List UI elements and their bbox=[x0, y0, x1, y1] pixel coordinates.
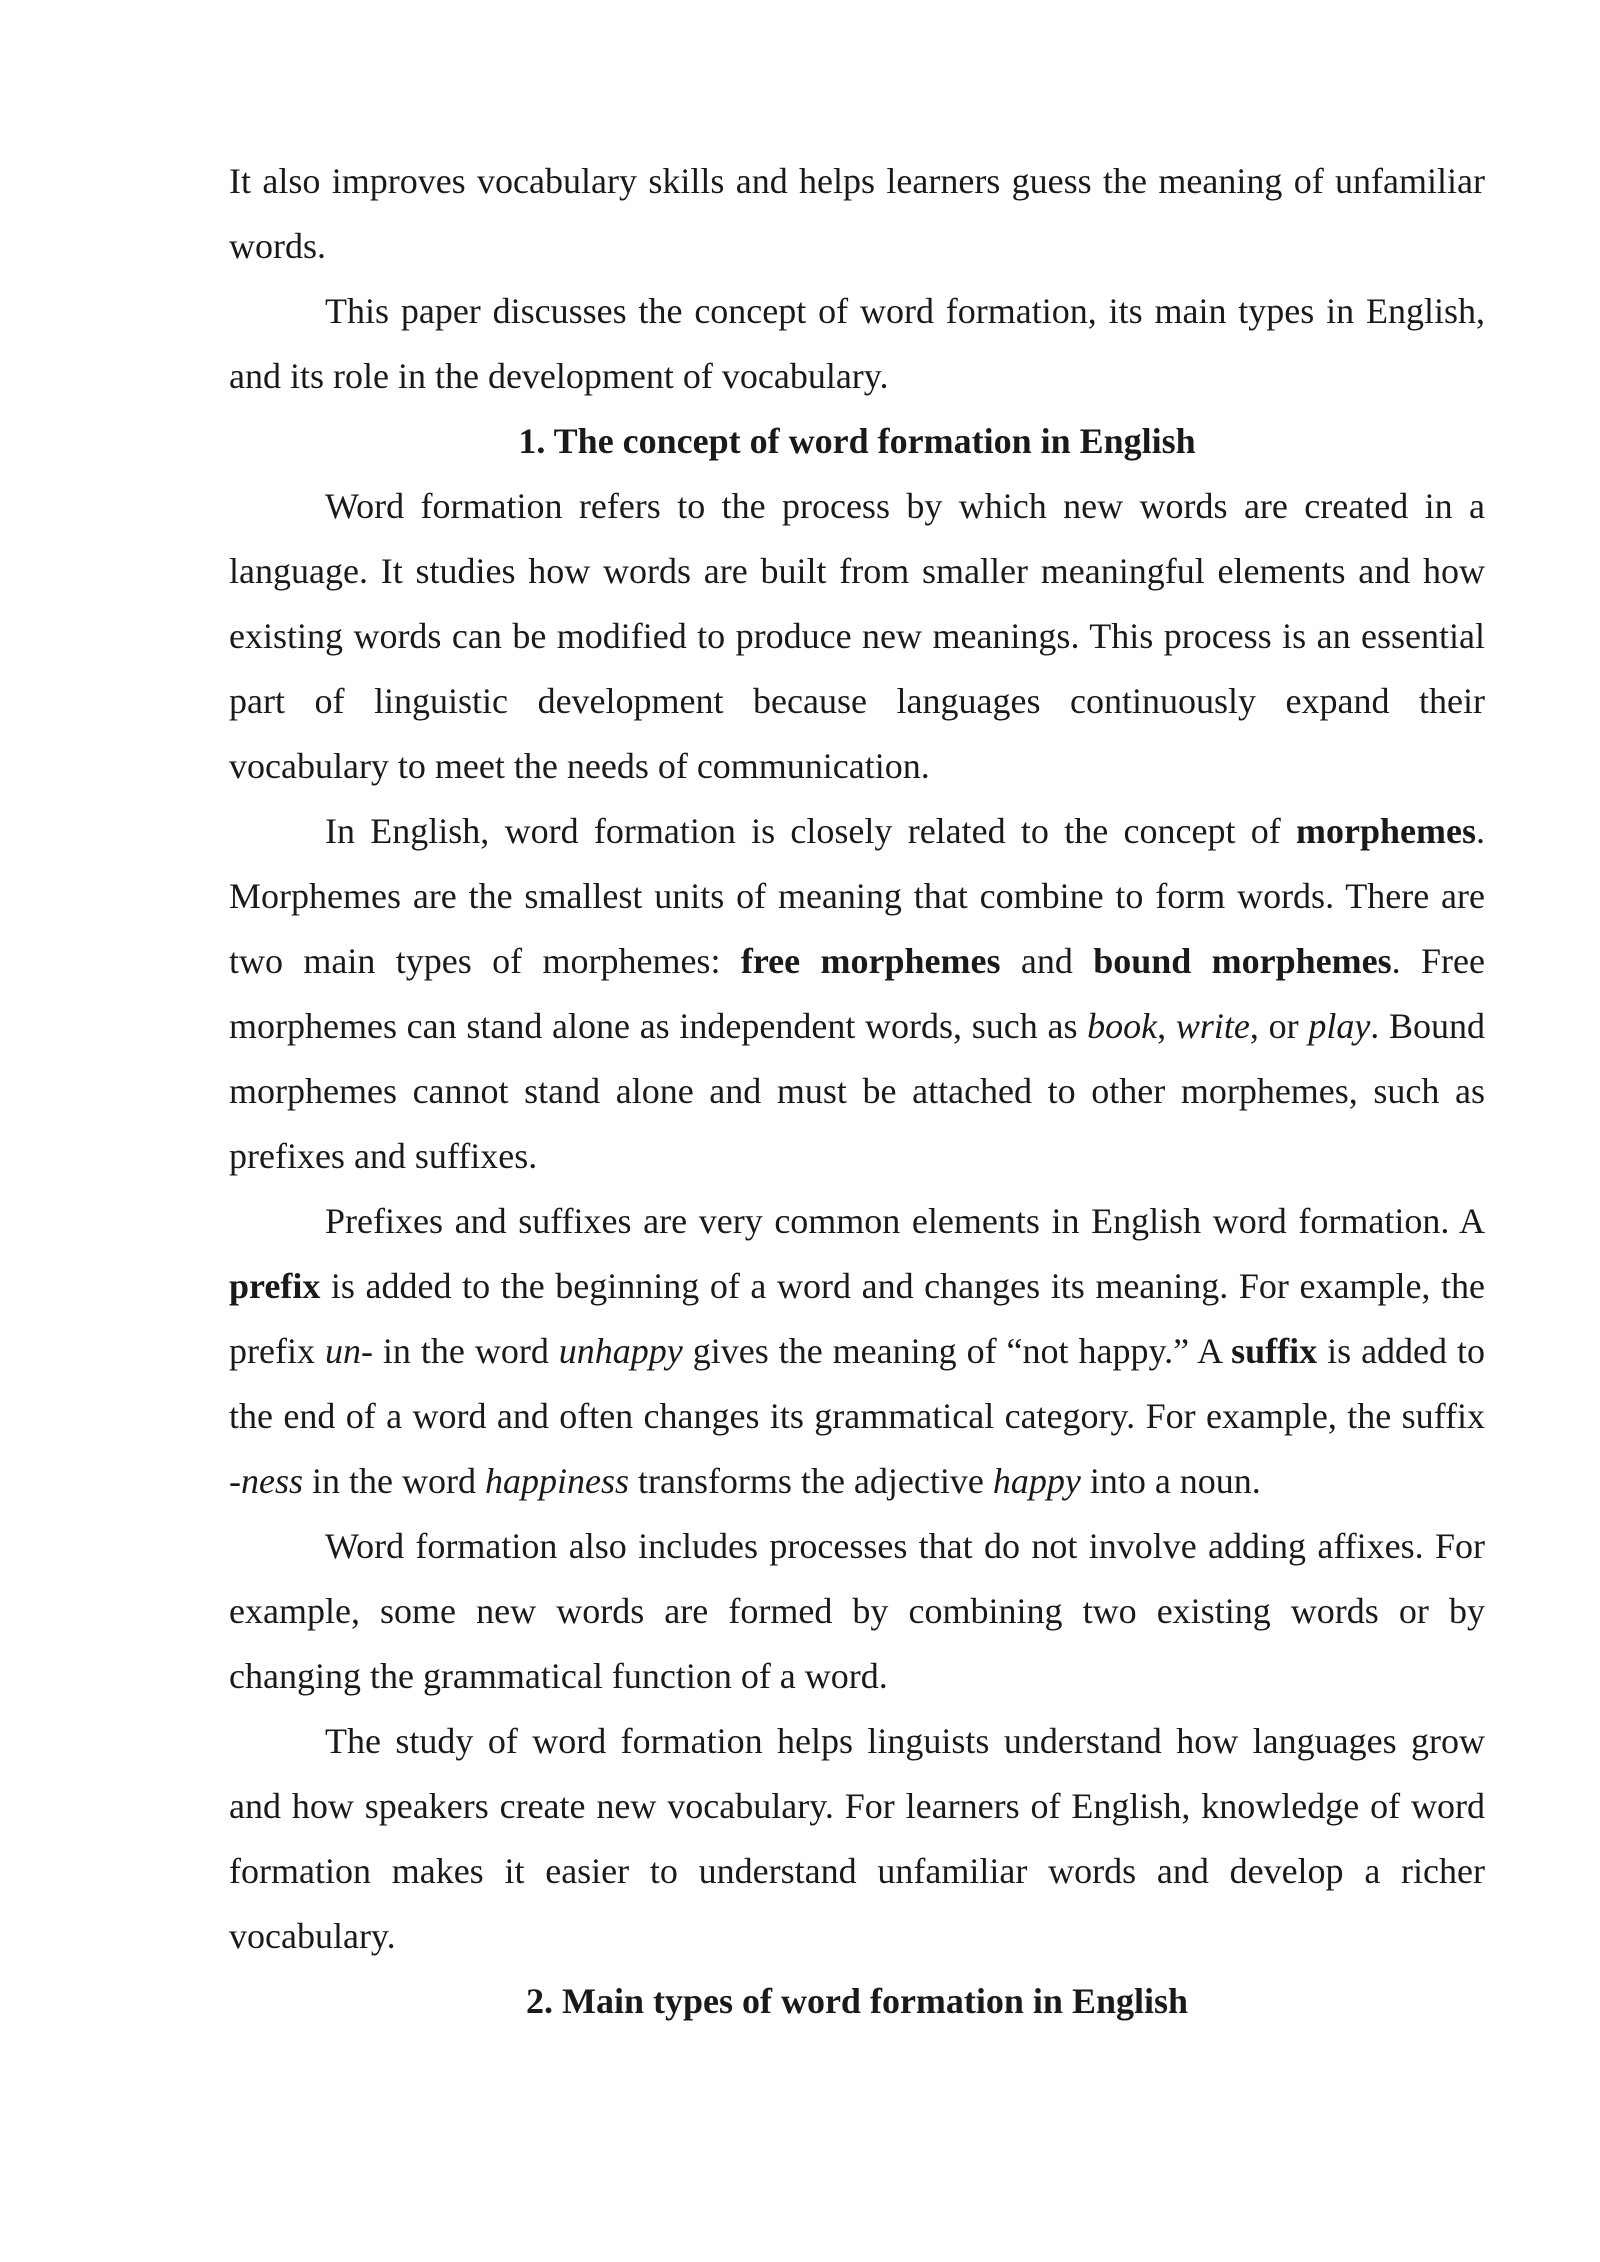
text-run: It also improves vocabulary skills and helps learners guess the meaning of unfamiliar words. bbox=[229, 161, 1485, 266]
text-run: is added to the end of a word and often changes its grammatical category. For example, the suffix bbox=[229, 1331, 1485, 1436]
text-run: gives the meaning of “not happy.” A bbox=[682, 1331, 1232, 1371]
text-run: in the word bbox=[303, 1461, 485, 1501]
text-run: . Morphemes are the smallest units of meaning that combine to form words. There are two main types of morphemes: bbox=[229, 811, 1485, 981]
italic-example: happiness bbox=[484, 1461, 629, 1501]
bold-term: free morphemes bbox=[740, 941, 1001, 981]
text-run: is added to the beginning of a word and changes its meaning. For example, the prefix bbox=[229, 1266, 1485, 1371]
italic-example: play bbox=[1308, 1006, 1371, 1046]
bold-term: bound morphemes bbox=[1093, 941, 1392, 981]
text-run: . Free morphemes can stand alone as independent words, such as bbox=[229, 941, 1485, 1046]
bold-term: prefix bbox=[229, 1266, 321, 1306]
paragraph-intro-scope bbox=[229, 279, 1485, 409]
text-run: Prefixes and suffixes are very common elements in English word formation. A bbox=[325, 1201, 1485, 1241]
paragraph-importance bbox=[229, 1709, 1485, 1969]
text-run: transforms the adjective bbox=[628, 1461, 993, 1501]
paragraph-definition bbox=[229, 474, 1485, 799]
section-1-heading: 1. The concept of word formation in English bbox=[518, 421, 1196, 461]
intro-paragraphs bbox=[229, 149, 1485, 409]
text-run: and bbox=[1000, 941, 1094, 981]
document-page bbox=[229, 149, 1485, 2034]
text-run: , bbox=[1157, 1006, 1176, 1046]
italic-example: un- bbox=[324, 1331, 373, 1371]
italic-example: unhappy bbox=[558, 1331, 683, 1371]
italic-example: write bbox=[1175, 1006, 1250, 1046]
paragraph-other-processes bbox=[229, 1514, 1485, 1709]
text-run: Word formation refers to the process by which new words are created in a language. It studies how words are built from smaller meaningful elements and how existing words can be modified to produce new meanings. This process is an essential part of linguistic development because languages continuously expand their vocabulary to meet the needs of communication. bbox=[229, 486, 1485, 786]
text-run: in the word bbox=[372, 1331, 559, 1371]
bold-term: morphemes bbox=[1296, 811, 1476, 851]
paragraph-intro-continuation bbox=[229, 149, 1485, 279]
italic-example: happy bbox=[992, 1461, 1081, 1501]
section-1-body bbox=[229, 474, 1485, 1969]
text-run: , or bbox=[1249, 1006, 1309, 1046]
text-run: In English, word formation is closely related to the concept of bbox=[325, 811, 1297, 851]
text-run: This paper discusses the concept of word formation, its main types in English, and its role in the development of vocabulary. bbox=[229, 291, 1485, 396]
text-run: The study of word formation helps linguists understand how languages grow and how speakers create new vocabulary. For learners of English, knowledge of word formation makes it easier to understand unfamiliar words and develop a richer vocabulary. bbox=[229, 1721, 1485, 1956]
section-2-heading: 2. Main types of word formation in English bbox=[525, 1981, 1189, 2021]
italic-example: -ness bbox=[229, 1461, 303, 1501]
italic-example: book bbox=[1087, 1006, 1158, 1046]
text-run: into a noun. bbox=[1080, 1461, 1261, 1501]
paragraph-morphemes bbox=[229, 799, 1485, 1189]
bold-term: suffix bbox=[1231, 1331, 1318, 1371]
text-run: Word formation also includes processes that do not involve adding affixes. For example, some new words are formed by combining two existing words or by changing the grammatical function of a word. bbox=[229, 1526, 1485, 1696]
paragraph-affixes bbox=[229, 1189, 1485, 1514]
text-run: . Bound morphemes cannot stand alone and must be attached to other morphemes, such as prefixes and suffixes. bbox=[229, 1006, 1486, 1176]
